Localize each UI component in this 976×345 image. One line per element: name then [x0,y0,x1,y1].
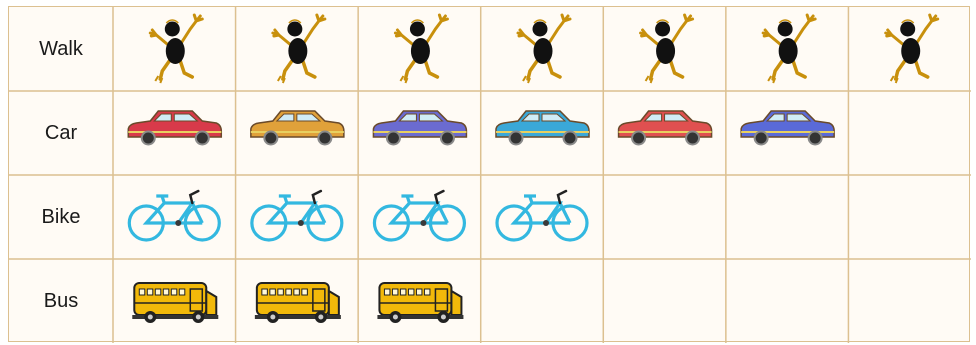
bicycle-icon [129,191,219,240]
walking-figure-icon [395,15,447,83]
walking-figure-icon [886,15,938,83]
school-bus-icon [132,283,218,323]
pictograph-table [8,6,970,342]
car-icon [373,111,466,145]
bicycle-icon [374,191,464,240]
school-bus-icon [377,283,463,323]
category-label-bus: Bus [43,289,79,312]
walking-figure-icon [763,15,815,83]
car-icon [619,111,712,145]
car-icon [741,111,834,145]
car-icon [251,111,344,145]
car-icon [128,111,221,145]
walking-figure-icon [641,15,693,83]
car-icon [496,111,589,145]
walking-figure-icon [518,15,570,83]
bicycle-icon [252,191,342,240]
school-bus-icon [255,283,341,323]
walking-figure-icon [273,15,325,83]
category-label-walk: Walk [39,37,83,60]
walking-figure-icon [150,15,202,83]
category-label-car: Car [44,121,78,144]
pictograph-grid [9,7,971,343]
category-label-bike: Bike [41,205,81,228]
bicycle-icon [497,191,587,240]
